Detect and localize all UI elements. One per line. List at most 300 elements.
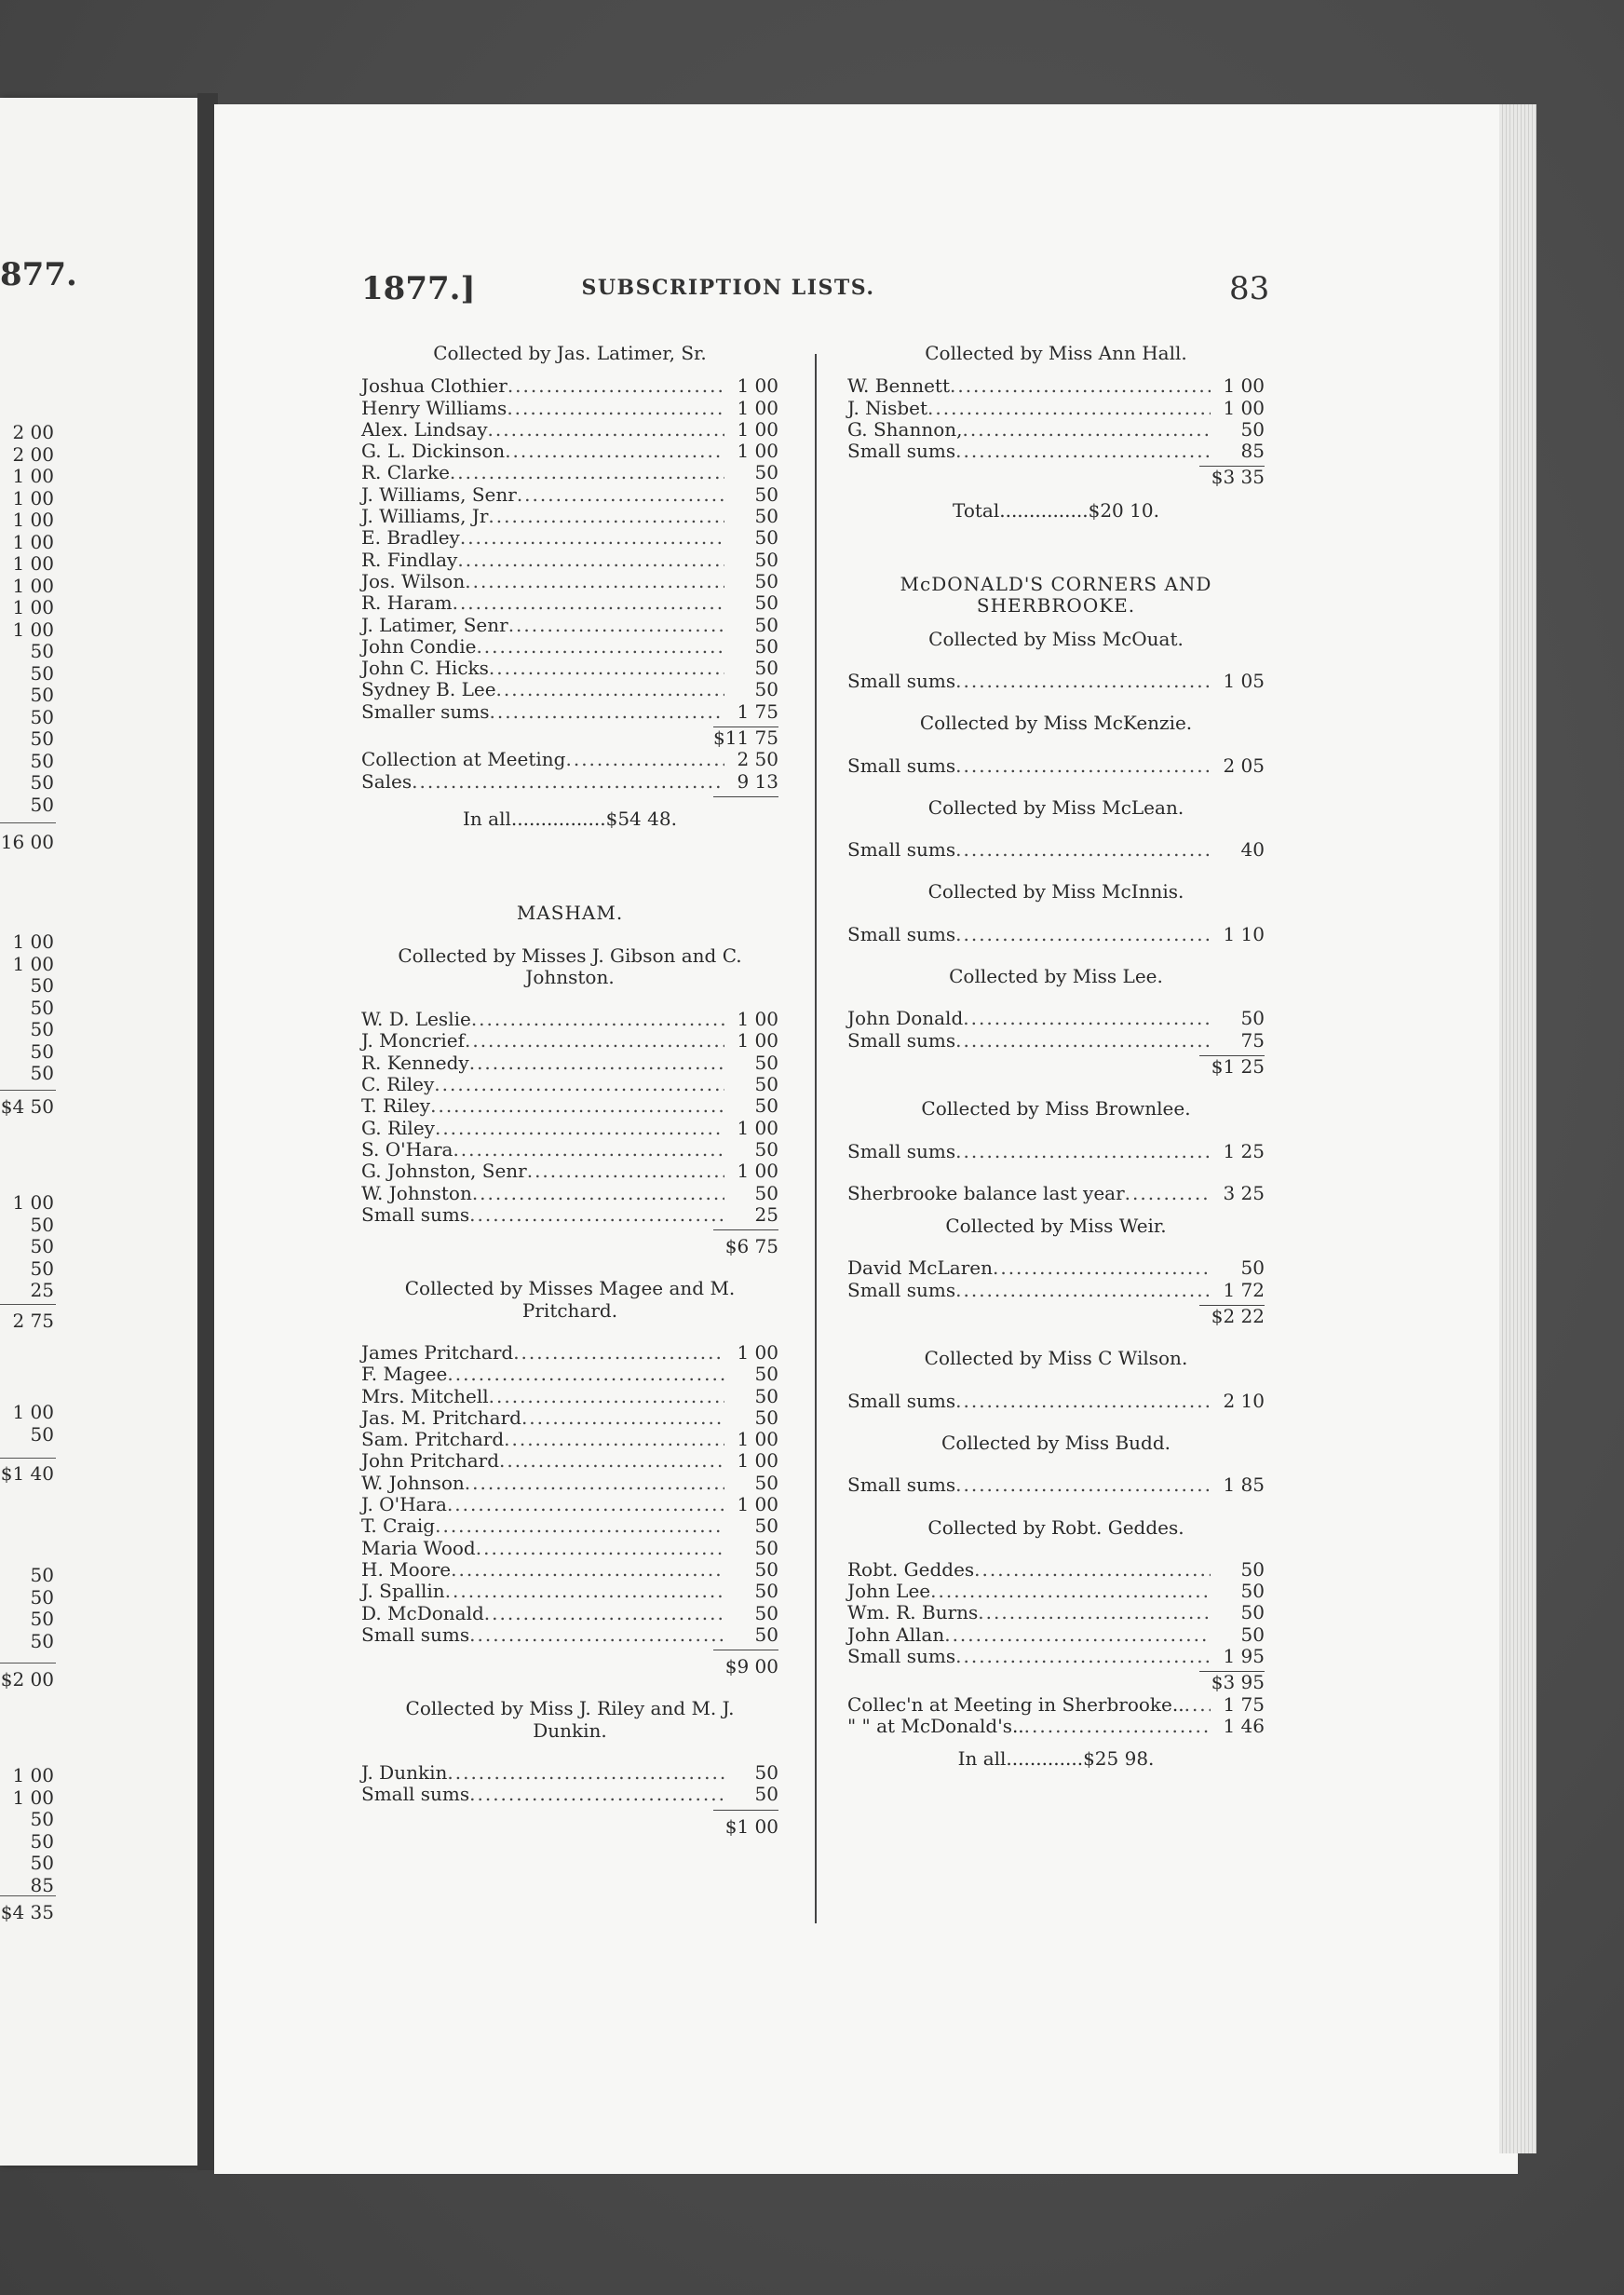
dot-leader: [484, 1603, 724, 1624]
entry-name: Smaller sums: [361, 699, 490, 723]
entry-name: Joshua Clothier: [361, 374, 508, 398]
entry-amount: 50: [754, 569, 778, 592]
previous-page-amount: 1 00: [12, 952, 54, 975]
entry-amount: 50: [754, 1580, 778, 1603]
entry-amount: 50: [754, 1363, 778, 1386]
dot-leader: [508, 615, 724, 636]
previous-page-amount: 50: [30, 1608, 54, 1630]
list-item: [847, 924, 1265, 945]
entries-list: [847, 755, 1265, 777]
entry-name: C. Riley: [361, 1073, 435, 1096]
subtotal: $9 00: [724, 1655, 778, 1678]
entry-name: H. Moore: [361, 1557, 452, 1581]
list-item: [361, 1009, 778, 1030]
list-item: [361, 1407, 778, 1429]
location-title: SHERBROOKE.: [976, 594, 1136, 618]
previous-page-rule: [0, 1458, 56, 1459]
entry-amount: 1 85: [1223, 1473, 1265, 1497]
entry-name: John C. Hicks: [361, 657, 489, 680]
section-heading: Collected by Misses J. Gibson and C. Johnston.: [398, 944, 742, 988]
entry-amount: 50: [1240, 1256, 1265, 1280]
dot-leader: [447, 1364, 724, 1385]
entry-amount: 50: [1240, 1580, 1265, 1603]
previous-page-amount: 2 00: [12, 421, 54, 443]
section-heading: Collected by Miss Weir.: [945, 1215, 1167, 1238]
previous-page-rule: [0, 822, 56, 823]
subtotal: $3 35: [1211, 466, 1265, 489]
sum-rule: [713, 1229, 778, 1230]
entry-amount: 1 00: [737, 1340, 778, 1364]
entry-amount: 50: [754, 634, 778, 658]
previous-page-total-f: $4 35: [0, 1901, 54, 1923]
entry-amount: 1 00: [737, 417, 778, 441]
entry-amount: 1 75: [1223, 1692, 1265, 1716]
list-item: [847, 1391, 1265, 1412]
entry-name: Small sums: [847, 440, 956, 463]
dot-leader: [978, 1602, 1211, 1623]
previous-page-amount: 50: [30, 974, 54, 997]
entry-name: John Pritchard: [361, 1449, 499, 1473]
entry-amount: 1 72: [1223, 1278, 1265, 1301]
dot-leader: [457, 550, 724, 571]
entries-list: [847, 1391, 1265, 1412]
dot-leader: [472, 1183, 724, 1204]
entry-amount: 50: [1240, 417, 1265, 441]
entry-amount: 50: [754, 1094, 778, 1118]
list-item: [847, 671, 1265, 692]
entry-amount: 1 00: [1223, 396, 1265, 419]
list-item: [361, 1183, 778, 1204]
entry-amount: 85: [1240, 440, 1265, 463]
entry-name: J. Williams, Senr: [361, 482, 517, 506]
entry-amount: 50: [1240, 1557, 1265, 1581]
section-heading: Collected by Miss Lee.: [949, 965, 1163, 988]
subtotal: $6 75: [724, 1235, 778, 1258]
dot-leader: [513, 1342, 724, 1364]
entry-name: J. Latimer, Senr: [361, 613, 508, 636]
previous-page-amounts-e: [0, 1565, 54, 1652]
entry-name: Small sums: [847, 1473, 956, 1497]
entries-list: [847, 924, 1265, 945]
entry-name: Sales: [361, 769, 413, 793]
list-item: [847, 441, 1265, 462]
dot-leader: [451, 1559, 724, 1581]
dot-leader: [955, 1474, 1211, 1496]
previous-page-amount: 1 00: [12, 596, 54, 618]
entry-name: Small sums: [847, 922, 956, 945]
entry-name: J. Williams, Jr: [361, 505, 489, 528]
entry-name: Small sums: [847, 754, 956, 777]
dot-leader: [412, 771, 724, 793]
previous-page-year: 877.: [0, 256, 77, 293]
dot-leader: [1184, 1694, 1211, 1716]
dot-leader: [469, 1624, 724, 1646]
list-item: [847, 1280, 1265, 1301]
list-item: [361, 419, 778, 441]
entries-list: [847, 1141, 1265, 1162]
entry-name: R. Clarke: [361, 461, 450, 484]
dot-leader: [496, 679, 724, 700]
list-item: [847, 419, 1265, 441]
entries-list: [847, 1474, 1265, 1496]
section-heading: Collected by Miss McLean.: [927, 795, 1184, 819]
list-item: [847, 1602, 1265, 1623]
previous-page-amount: 1 00: [12, 1191, 54, 1214]
subtotal: $11 75: [713, 727, 778, 750]
previous-page-amount: 2 00: [12, 442, 54, 466]
dot-leader: [471, 1009, 724, 1030]
entry-amount: 1 00: [737, 440, 778, 463]
running-head-year: 1877.]: [361, 270, 476, 307]
entry-name: Small sums: [847, 669, 956, 692]
previous-page-amount: 50: [30, 1852, 54, 1874]
previous-page-rule: [0, 1895, 56, 1896]
entries-list: [847, 375, 1265, 462]
dot-leader: [517, 484, 724, 506]
list-item: [361, 550, 778, 571]
list-item: [361, 1559, 778, 1581]
grand-total: In all.............$25 98.: [957, 1747, 1155, 1771]
section-heading: Collected by Miss McOuat.: [928, 627, 1184, 650]
entry-name: Small sums: [847, 838, 956, 862]
entry-amount: 1 00: [737, 396, 778, 419]
list-item: [361, 506, 778, 527]
dot-leader: [435, 1118, 724, 1139]
entries-list: [361, 1342, 778, 1646]
entry-name: W. Johnston: [361, 1181, 472, 1204]
previous-page-amount: 50: [30, 1629, 54, 1652]
list-item: [361, 1624, 778, 1646]
list-item: [361, 1139, 778, 1161]
entry-name: " " at McDonald's..: [847, 1714, 1024, 1737]
previous-page-amount: 50: [30, 1808, 54, 1830]
previous-page-amount: 1 00: [12, 486, 54, 509]
list-item: [361, 462, 778, 483]
dot-leader: [950, 375, 1211, 397]
entry-name: S. O'Hara: [361, 1137, 453, 1161]
list-item: [361, 1342, 778, 1364]
previous-page-amount: 50: [30, 727, 54, 750]
entry-amount: 50: [754, 482, 778, 506]
entry-name: Small sums: [847, 1139, 956, 1162]
list-item: [361, 1515, 778, 1537]
entry-name: G. Riley: [361, 1116, 435, 1139]
dot-leader: [447, 1762, 724, 1784]
section-heading: Collected by Miss Ann Hall.: [925, 342, 1187, 364]
list-item: [361, 1074, 778, 1095]
entry-amount: 1 00: [737, 1493, 778, 1516]
entry-name: Collection at Meeting: [361, 748, 566, 771]
dot-leader: [460, 527, 724, 549]
dot-leader: [465, 1030, 724, 1052]
previous-page-amount: 50: [30, 1256, 54, 1280]
entry-amount: 50: [1240, 1623, 1265, 1646]
entry-name: E. Bradley: [361, 526, 460, 550]
list-item: [361, 679, 778, 700]
previous-page-amount: 50: [30, 705, 54, 728]
previous-page-total-c: 2 75: [12, 1310, 54, 1332]
entry-amount: 50: [754, 1051, 778, 1074]
list-item: [847, 1581, 1265, 1602]
section-heading: Collected by Jas. Latimer, Sr.: [433, 342, 707, 364]
entry-amount: 1 95: [1223, 1644, 1265, 1667]
entry-name: Small sums: [847, 1389, 956, 1412]
entry-name: J. O'Hara: [361, 1493, 447, 1516]
list-item: [361, 1052, 778, 1074]
entry-amount: 50: [754, 1601, 778, 1624]
previous-page-amount: 50: [30, 771, 54, 794]
entry-amount: 50: [754, 678, 778, 701]
entry-amount: 50: [754, 1384, 778, 1407]
list-item: [361, 701, 778, 723]
entry-amount: 9 13: [737, 769, 778, 793]
entry-amount: 50: [754, 1536, 778, 1559]
section-heading: Collected by Miss Brownlee.: [921, 1097, 1191, 1120]
dot-leader: [490, 701, 724, 723]
entry-amount: 1 00: [737, 1008, 778, 1031]
entry-amount: 50: [754, 1181, 778, 1204]
left-column: [361, 343, 778, 1838]
dot-leader: [453, 1139, 724, 1161]
list-item: [361, 375, 778, 397]
list-item: [361, 1603, 778, 1624]
dot-leader: [955, 839, 1211, 861]
entry-amount: 1 00: [737, 1029, 778, 1052]
previous-page-amount: 50: [30, 684, 54, 706]
entry-amount: 50: [754, 1137, 778, 1161]
previous-page-amount: 50: [30, 1235, 54, 1257]
previous-page-amounts-d: [0, 1402, 54, 1446]
dot-leader: [955, 1030, 1211, 1052]
list-item: [361, 1204, 778, 1226]
list-item: [847, 1559, 1265, 1581]
entry-amount: 1 75: [737, 699, 778, 723]
entry-amount: 50: [754, 613, 778, 636]
entry-amount: 1 00: [1223, 374, 1265, 398]
entry-amount: 1 00: [737, 1160, 778, 1183]
dot-leader: [974, 1559, 1211, 1581]
dot-leader: [955, 1280, 1211, 1301]
running-head-title: SUBSCRIPTION LISTS.: [581, 276, 875, 300]
section-heading: Collected by Miss C Wilson.: [924, 1347, 1188, 1370]
previous-page-amount: 1 00: [12, 1786, 54, 1809]
entry-amount: 50: [754, 1514, 778, 1538]
previous-page: [0, 98, 197, 2166]
previous-page-amounts-c: [0, 1192, 54, 1302]
entries-list: [847, 671, 1265, 692]
previous-page-amount: 50: [30, 1585, 54, 1609]
entry-amount: 50: [754, 657, 778, 680]
list-item: [847, 1257, 1265, 1279]
dot-leader: [469, 1784, 724, 1805]
entry-name: D. McDonald: [361, 1601, 484, 1624]
entry-amount: 50: [1240, 1601, 1265, 1624]
entry-name: F. Magee: [361, 1363, 448, 1386]
list-item: [847, 1694, 1265, 1716]
previous-page-rule: [0, 1663, 56, 1664]
previous-page-amount: 50: [30, 1062, 54, 1084]
entry-name: G. Shannon,: [847, 417, 963, 441]
entry-name: James Pritchard: [361, 1340, 514, 1364]
entry-amount: 50: [754, 526, 778, 550]
entry-amount: 50: [1240, 1007, 1265, 1030]
dot-leader: [499, 1450, 724, 1472]
entry-name: Henry Williams: [361, 396, 508, 419]
entry-name: Small sums: [361, 1623, 470, 1646]
dot-leader: [521, 1407, 724, 1429]
list-item: [847, 1474, 1265, 1496]
list-item: [847, 755, 1265, 777]
entries-list: [361, 749, 778, 793]
entry-name: Small sums: [847, 1644, 956, 1667]
entry-name: J. Dunkin: [361, 1761, 448, 1785]
entry-name: W. Bennett: [847, 374, 950, 398]
previous-page-amount: 50: [30, 1018, 54, 1040]
dot-leader: [963, 1008, 1211, 1029]
entry-name: Alex. Lindsay: [361, 417, 488, 441]
entry-name: W. Johnson: [361, 1471, 465, 1494]
entries-list: [847, 839, 1265, 861]
entry-name: J. Nisbet: [847, 396, 928, 419]
dot-leader: [508, 375, 724, 397]
entry-amount: 50: [754, 1471, 778, 1494]
entry-name: R. Haram: [361, 591, 453, 615]
list-item: [361, 1784, 778, 1805]
previous-page-amounts-b: [0, 931, 54, 1085]
previous-page-rule: [0, 1090, 56, 1091]
page-edge-stack: [1499, 104, 1536, 2153]
dot-leader: [488, 419, 724, 441]
entry-amount: 1 10: [1223, 922, 1265, 945]
dot-leader: [453, 592, 724, 614]
entry-name: Jos. Wilson: [361, 569, 466, 592]
page-number: 83: [1229, 270, 1270, 307]
list-item: [847, 1646, 1265, 1667]
entry-amount: 50: [754, 1557, 778, 1581]
section-heading: Collected by Miss McKenzie.: [919, 712, 1193, 735]
entry-amount: 1 25: [1223, 1139, 1265, 1162]
list-item: [361, 1386, 778, 1407]
list-item: [847, 1716, 1265, 1737]
entry-name: Small sums: [361, 1783, 470, 1806]
section-heading: Collected by Misses Magee and M. Pritchard.: [404, 1277, 736, 1322]
previous-page-total-d: $1 40: [0, 1462, 54, 1485]
list-item: [361, 1581, 778, 1602]
previous-page-amount: 1 00: [12, 1401, 54, 1423]
entries-list: [847, 1257, 1265, 1301]
entry-amount: 50: [754, 1761, 778, 1785]
entry-amount: 1 00: [737, 374, 778, 398]
entry-amount: 1 05: [1223, 669, 1265, 692]
dot-leader: [963, 419, 1211, 441]
entry-name: J. Spallin: [361, 1580, 445, 1603]
dot-leader: [430, 1095, 724, 1117]
list-item: [361, 1762, 778, 1784]
list-item: [361, 592, 778, 614]
list-item: [847, 375, 1265, 397]
grand-total: In all................$54 48.: [463, 807, 677, 830]
dot-leader: [955, 1391, 1211, 1412]
sum-rule: [713, 1810, 778, 1811]
entry-amount: 1 46: [1223, 1714, 1265, 1737]
previous-page-amount: 1 00: [12, 530, 54, 553]
entries-list: [847, 1694, 1265, 1738]
previous-page-total-b: $4 50: [0, 1095, 54, 1118]
entry-name: T. Riley: [361, 1094, 431, 1118]
previous-page-amounts-f: [0, 1765, 54, 1896]
list-item: [847, 398, 1265, 419]
entries-list: [361, 1009, 778, 1226]
list-item: [361, 1473, 778, 1494]
list-item: [361, 441, 778, 462]
entry-amount: 50: [754, 461, 778, 484]
list-item: [361, 1450, 778, 1472]
entry-amount: 2 50: [737, 748, 778, 771]
previous-page-amount: 1 00: [12, 552, 54, 575]
subtotal: $1 25: [1211, 1054, 1265, 1078]
dot-leader: [1024, 1716, 1211, 1737]
list-item: [361, 636, 778, 658]
entry-name: Small sums: [847, 1028, 956, 1052]
dot-leader: [489, 658, 724, 679]
section-heading: Collected by Miss J. Riley and M. J. Dunkin.: [405, 1697, 735, 1742]
previous-page-amount: 1 00: [12, 618, 54, 641]
entry-name: John Donald: [847, 1007, 964, 1030]
previous-page-total-a: 16 00: [0, 831, 54, 853]
entry-name: R. Kennedy: [361, 1051, 469, 1074]
entry-amount: 50: [754, 591, 778, 615]
previous-page-amount: 50: [30, 640, 54, 662]
list-item: [361, 1538, 778, 1559]
dot-leader: [955, 755, 1211, 777]
list-item: [847, 1183, 1265, 1204]
dot-leader: [507, 398, 724, 419]
entry-name: Sydney B. Lee: [361, 678, 496, 701]
dot-leader: [993, 1257, 1211, 1279]
entry-name: Maria Wood: [361, 1536, 476, 1559]
entry-name: Small sums: [847, 1278, 956, 1301]
entries-list: [847, 1559, 1265, 1667]
previous-page-amount: 50: [30, 1213, 54, 1236]
list-item: [361, 615, 778, 636]
list-item: [361, 1161, 778, 1182]
previous-page-amount: 1 00: [12, 509, 54, 531]
dot-leader: [434, 1074, 724, 1095]
location-title: McDONALD'S CORNERS AND: [900, 573, 1212, 596]
entry-name: Wm. R. Burns: [847, 1601, 979, 1624]
subtotal: $1 00: [724, 1814, 778, 1838]
previous-page-amounts-a: [0, 422, 54, 816]
previous-page-total-e: $2 00: [0, 1668, 54, 1691]
entries-list: [361, 1762, 778, 1806]
dot-leader: [944, 1624, 1211, 1646]
list-item: [361, 1364, 778, 1385]
dot-leader: [1125, 1183, 1211, 1204]
dot-leader: [469, 1052, 724, 1074]
previous-page-amount: 50: [30, 793, 54, 816]
previous-page-amount: 50: [30, 1422, 54, 1446]
entry-name: Jas. M. Pritchard: [361, 1406, 521, 1429]
dot-leader: [955, 441, 1211, 462]
previous-page-amount: 50: [30, 996, 54, 1019]
section-total: Total...............$20 10.: [953, 498, 1159, 522]
entry-name: Sam. Pritchard: [361, 1428, 505, 1451]
list-item: [361, 1030, 778, 1052]
previous-page-amount: 1 00: [12, 930, 54, 953]
entry-name: Sherbrooke balance last year: [847, 1181, 1125, 1204]
dot-leader: [435, 1515, 724, 1537]
list-item: [361, 1494, 778, 1515]
